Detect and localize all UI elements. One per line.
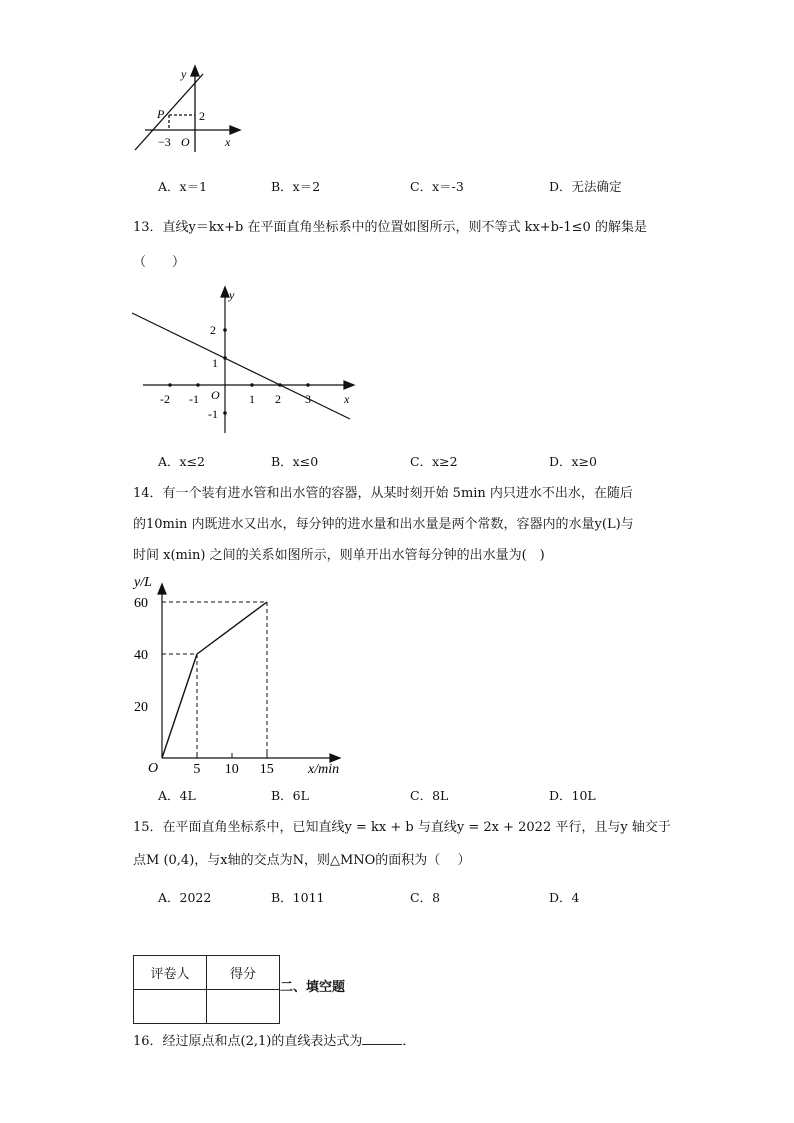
tick-dot-x-2 (278, 383, 282, 387)
tick-y: 2 (199, 109, 205, 123)
score-table (133, 955, 280, 1024)
x-label: x (344, 392, 350, 406)
q16-text: 16．经过原点和点(2,1)的直线表达式为 (133, 1034, 363, 1049)
score-table-header-grader: 评卷人 (134, 956, 207, 990)
q12-option-d: D．无法确定 (549, 179, 622, 194)
y-arrow (221, 287, 229, 297)
tick-dot-y-neg1 (223, 411, 227, 415)
y-arrow (191, 66, 199, 76)
score-table-header-score: 得分 (207, 956, 280, 990)
score-table-cell-score[interactable] (207, 990, 280, 1024)
q12-option-c: C．x＝-3 (410, 179, 464, 194)
x-tick-label-1: 10 (224, 762, 239, 777)
y-arrow (158, 584, 166, 594)
q13-option-d: D．x≥0 (549, 454, 597, 469)
q13-figure (128, 283, 363, 440)
q15-line2: 点M (0,4)，与x轴的交点为N，则△MNO的面积为（ ） (133, 853, 471, 868)
q14-option-a: A．4L (158, 788, 196, 803)
origin-label: O (211, 388, 220, 402)
origin-label: O (148, 761, 159, 776)
x-label: x (225, 135, 231, 149)
q16-end: ． (402, 1034, 416, 1049)
q12-figure (125, 62, 250, 157)
q15-option-d: D．4 (549, 890, 580, 905)
q14-option-d: D．10L (549, 788, 596, 803)
x-arrow (230, 126, 240, 134)
q14-option-b: B．6L (271, 788, 309, 803)
tick-dot-x-3 (306, 383, 310, 387)
y-tick-label-1: 40 (134, 648, 148, 663)
tick-x: −3 (158, 135, 171, 149)
ytick-neg1: -1 (208, 407, 218, 421)
q12-option-b: B．x＝2 (271, 179, 321, 194)
q14-chart (128, 568, 368, 780)
q13-paren: （ ） (133, 255, 186, 270)
x-tick-label-0: 5 (193, 762, 201, 777)
q13-option-b: B．x≤0 (271, 454, 319, 469)
q14-line3: 时间 x(min) 之间的关系如图所示，则单开出水管每分钟的出水量为( ) (133, 548, 545, 563)
x-arrow (330, 754, 340, 762)
ytick-1: 1 (212, 356, 218, 370)
q13-stem: 13．直线y＝kx+b 在平面直角坐标系中的位置如图所示，则不等式 kx+b-1≤0 的解集是 (133, 220, 647, 235)
q15-option-b: B．1011 (271, 890, 325, 905)
tick-dot-x-neg2 (168, 383, 172, 387)
x-axis-label: x/min (308, 762, 340, 777)
xtick-neg2: -2 (160, 392, 170, 406)
q14-line2: 的10min 内既进水又出水，每分钟的进水量和出水量是两个常数，容器内的水量y(L)与 (133, 517, 634, 532)
tick-dot-y-2 (223, 328, 227, 332)
q13-option-a: A．x≤2 (158, 454, 206, 469)
y-axis-label: y/L (134, 575, 152, 590)
y-tick-label-2: 60 (134, 596, 148, 611)
tick-dot-x-1 (250, 383, 254, 387)
q15-option-c: C．8 (410, 890, 441, 905)
q14-line1: 14．有一个装有进水管和出水管的容器，从某时刻开始 5min 内只进水不出水，在随后 (133, 486, 633, 501)
q16-answer-blank[interactable] (362, 1032, 402, 1045)
q15-line1: 15．在平面直角坐标系中，已知直线y = kx + b 与直线y = 2x + 2022 平行，且与y 轴交于 (133, 820, 671, 835)
y-label: y (229, 288, 235, 302)
x-arrow (344, 381, 354, 389)
score-table-cell-grader[interactable] (134, 990, 207, 1024)
x-tick-label-2: 15 (259, 762, 274, 777)
q15-option-a: A．2022 (158, 890, 212, 905)
q14-option-c: C．8L (410, 788, 449, 803)
y-tick-label-0: 20 (134, 700, 148, 715)
ytick-2: 2 (210, 323, 216, 337)
origin-label: O (181, 135, 190, 149)
xtick-1: 1 (249, 392, 255, 406)
tick-dot-x-neg1 (196, 383, 200, 387)
xtick-3: 3 (305, 392, 311, 406)
q13-option-c: C．x≥2 (410, 454, 458, 469)
section-title: 二、填空题 (280, 980, 346, 995)
xtick-2: 2 (275, 392, 281, 406)
xtick-neg1: -1 (189, 392, 199, 406)
y-label: y (181, 67, 187, 81)
series-segment-1 (197, 602, 267, 654)
series-segment-0 (162, 654, 197, 758)
q16 (133, 1032, 415, 1051)
tick-dot-y-1 (223, 356, 227, 360)
point-label: P (157, 107, 165, 121)
q12-option-a: A．x＝1 (158, 179, 208, 194)
